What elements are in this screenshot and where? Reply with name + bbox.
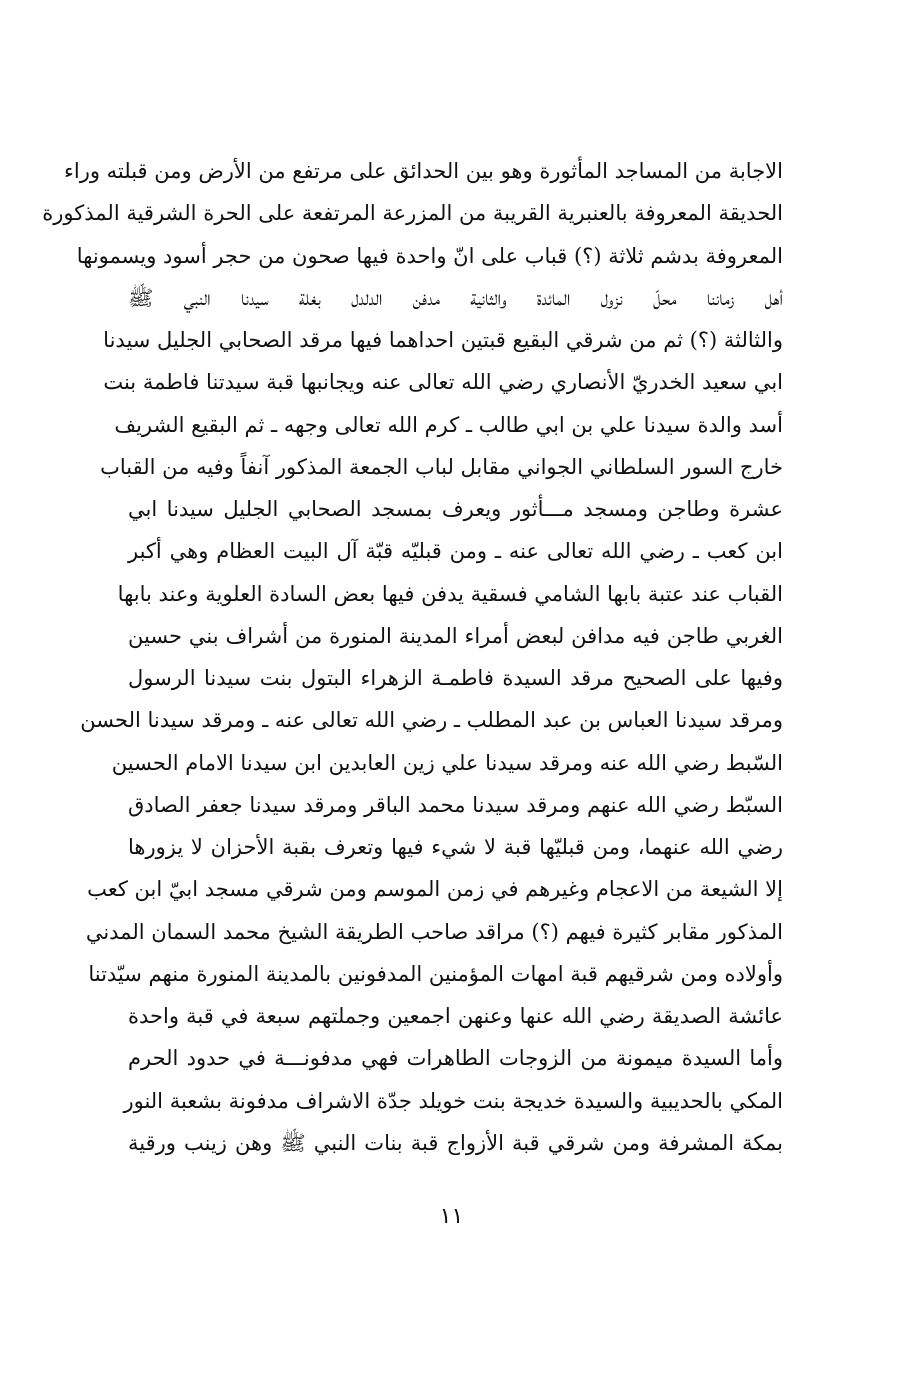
text-line: بمكة المشرفة ومن شرقي قبة الأزواج قبة بنات النبي ﷺ وهن زينب ورقية xyxy=(128,1130,783,1155)
body-text xyxy=(42,150,783,1164)
text-line: الغربي طاجن فيه مدافن لبعض أمراء المدينة المنورة من أشراف بني حسين xyxy=(128,623,783,648)
text-line: إلا الشيعة من الاعجام وغيرهم في زمن الموسم ومن شرقي مسجد ابيّ ابن كعب xyxy=(87,877,783,902)
text-line: أهل زماننا محلّ نزول المائدة والثانية مدفن الدلدل بغلة سيدنا النبي ﷺ xyxy=(128,285,783,310)
text-line: الاجابة من المساجد المأثورة وهو بين الحدائق على مرتفع من الأرض ومن قبلته وراء xyxy=(64,159,783,183)
text-line: ابي سعيد الخدريّ الأنصاري رضي الله تعالى عنه ويجانبها قبة سيدتنا فاطمة بنت xyxy=(103,370,783,395)
text-line: عائشة الصديقة رضي الله عنها وعنهن اجمعين وجملتهم سبعة في قبة واحدة xyxy=(128,1004,783,1028)
text-line: المكي بالحديبية والسيدة خديجة بنت خويلد جدّة الاشراف مدفونة بشعبة النور xyxy=(123,1088,783,1113)
text-line: ابن كعب ـ رضي الله تعالى عنه ـ ومن قبليّه قبّة آل البيت العظام وهي أكبر xyxy=(128,539,783,564)
text-line: المذكور مقابر كثيرة فيهم (؟) مراقد صاحب الطريقة الشيخ محمد السمان المدني xyxy=(85,919,783,944)
text-line: وأما السيدة ميمونة من الزوجات الطاهرات فهي مدفونـــة في حدود الحرم xyxy=(128,1046,783,1071)
text-line: وفيها على الصحيح مرقد السيدة فاطمـة الزهراء البتول بنت سيدنا الرسول xyxy=(128,666,783,690)
text-line: المعروفة بدشم ثلاثة (؟) قباب على انّ واحدة فيها صحون من حجر أسود ويسمونها xyxy=(76,243,783,268)
text-line: والثالثة (؟) ثم من شرقي البقيع قبتين احداهما فيها مرقد الصحابي الجليل سيدنا xyxy=(103,328,783,352)
text-line: أسد والدة سيدنا علي بن ابي طالب ـ كرم الله تعالى وجهه ـ ثم البقيع الشريف xyxy=(114,412,783,437)
text-line: ومرقد سيدنا العباس بن عبد المطلب ـ رضي الله تعالى عنه ـ ومرقد سيدنا الحسن xyxy=(80,708,783,733)
text-line: الحديقة المعروفة بالعنبرية القريبة من المزرعة المرتفعة على الحرة الشرقية المذكورة xyxy=(42,201,783,226)
page-number: ١١ xyxy=(439,1204,464,1229)
text-line: القباب عند عتبة بابها الشامي فسقية يدفن فيها بعض السادة العلوية وعند بابها xyxy=(117,581,783,606)
text-line: السبّط رضي الله عنهم ومرقد سيدنا محمد الباقر ومرقد سيدنا جعفر الصادق xyxy=(128,792,783,817)
text-line: رضي الله عنهما، ومن قبليّها قبة لا شيء فيها وتعرف بقبة الأحزان لا يزورها xyxy=(128,835,783,859)
text-line: وأولاده ومن شرقيهم قبة امهات المؤمنين المدفونين بالمدينة المنورة منهم سيّدتنا xyxy=(88,961,783,986)
text-line: خارج السور السلطاني الجواني مقابل لباب الجمعة المذكور آنفاً وفيه من القباب xyxy=(100,454,783,479)
text-line: السّبط رضي الله عنه ومرقد سيدنا علي زين العابدين ابن سيدنا الامام الحسين xyxy=(111,750,783,775)
text-line: عشرة وطاجن ومسجد مـــأثور ويعرف بمسجد الصحابي الجليل سيدنا ابي xyxy=(128,497,783,521)
